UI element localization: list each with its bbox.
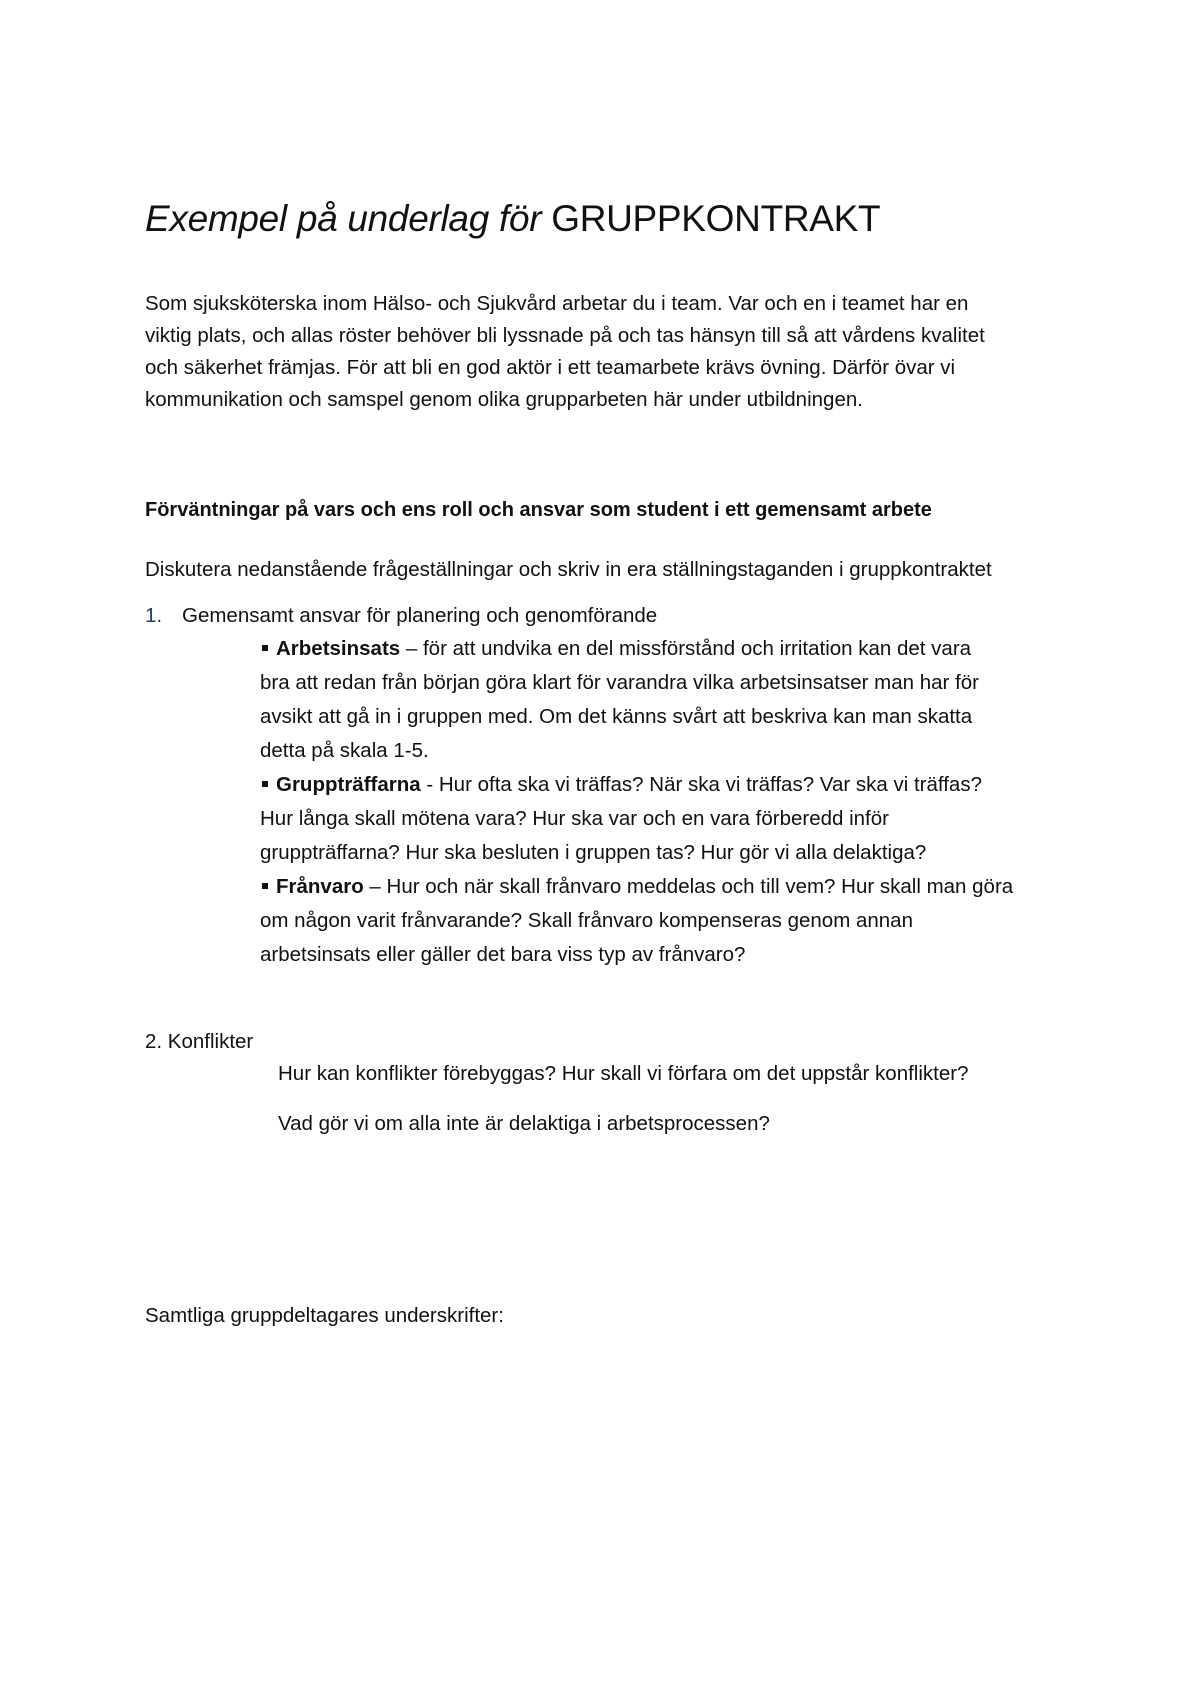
bullet-item-franvaro [260, 870, 1013, 904]
bullet-line: arbetsinsats eller gäller det bara viss typ av frånvaro? [260, 943, 746, 966]
bullet-text: – Hur och när skall frånvaro meddelas och till vem? Hur skall man göra [363, 875, 1014, 898]
bullet-line: gruppträffarna? Hur ska besluten i gruppen tas? Hur gör vi alla delaktiga? [260, 841, 927, 864]
list-item-1 [145, 600, 657, 632]
intro-line: Som sjuksköterska inom Hälso- och Sjukvård arbetar du i team. Var och en i teamet har en [145, 292, 969, 315]
bullet-line: avsikt att gå in i gruppen med. Om det känns svårt att beskriva kan man skatta [260, 705, 973, 728]
bullet-item-gruppträffarna [260, 768, 1013, 802]
bullet-term: Gruppträffarna [276, 773, 421, 796]
document-title [145, 196, 880, 242]
bullet-square-icon [262, 781, 268, 787]
konflikter-question: Vad gör vi om alla inte är delaktiga i arbetsprocessen? [278, 1112, 770, 1135]
bullet-line: om någon varit frånvarande? Skall frånvaro kompenseras genom annan [260, 909, 913, 932]
bullet-line: Hur långa skall mötena vara? Hur ska var och en vara förberedd inför [260, 807, 889, 830]
intro-line: viktig plats, och allas röster behöver bli lyssnade på och tas hänsyn till så att vårdens kvalitet [145, 324, 985, 347]
title-regular-part: GRUPPKONTRAKT [551, 198, 881, 239]
bullet-list [260, 632, 1013, 972]
intro-line: kommunikation och samspel genom olika grupparbeten här under utbildningen. [145, 388, 863, 411]
bullet-line: bra att redan från början göra klart för varandra vilka arbetsinsatser man har för [260, 671, 979, 694]
signatures-label: Samtliga gruppdeltagares underskrifter: [145, 1304, 504, 1327]
intro-line: och säkerhet främjas. För att bli en god aktör i ett teamarbete krävs övning. Därför övar vi [145, 356, 956, 379]
instruction-text: Diskutera nedanstående frågeställningar och skriv in era ställningstaganden i gruppkontraktet [145, 558, 992, 581]
section-heading: Förväntningar på vars och ens roll och ansvar som student i ett gemensamt arbete [145, 499, 932, 521]
konflikter-question: Hur kan konflikter förebyggas? Hur skall vi förfara om det uppstår konflikter? [278, 1062, 969, 1085]
bullet-item-arbetsinsats [260, 632, 1013, 666]
bullet-text: – för att undvika en del missförstånd och irritation kan det vara [400, 637, 972, 660]
bullet-square-icon [262, 645, 268, 651]
bullet-term: Arbetsinsats [276, 637, 401, 660]
list-item-number: 1. [145, 604, 163, 627]
intro-paragraph [145, 288, 985, 416]
bullet-square-icon [262, 883, 268, 889]
list-item-2-label: 2. Konflikter [145, 1030, 254, 1053]
title-italic-part: Exempel på underlag för [145, 198, 542, 239]
bullet-term: Frånvaro [276, 875, 364, 898]
list-item-label: Gemensamt ansvar för planering och genomförande [182, 604, 658, 627]
bullet-text: - Hur ofta ska vi träffas? När ska vi träffas? Var ska vi träffas? [420, 773, 982, 796]
bullet-line: detta på skala 1-5. [260, 739, 429, 762]
